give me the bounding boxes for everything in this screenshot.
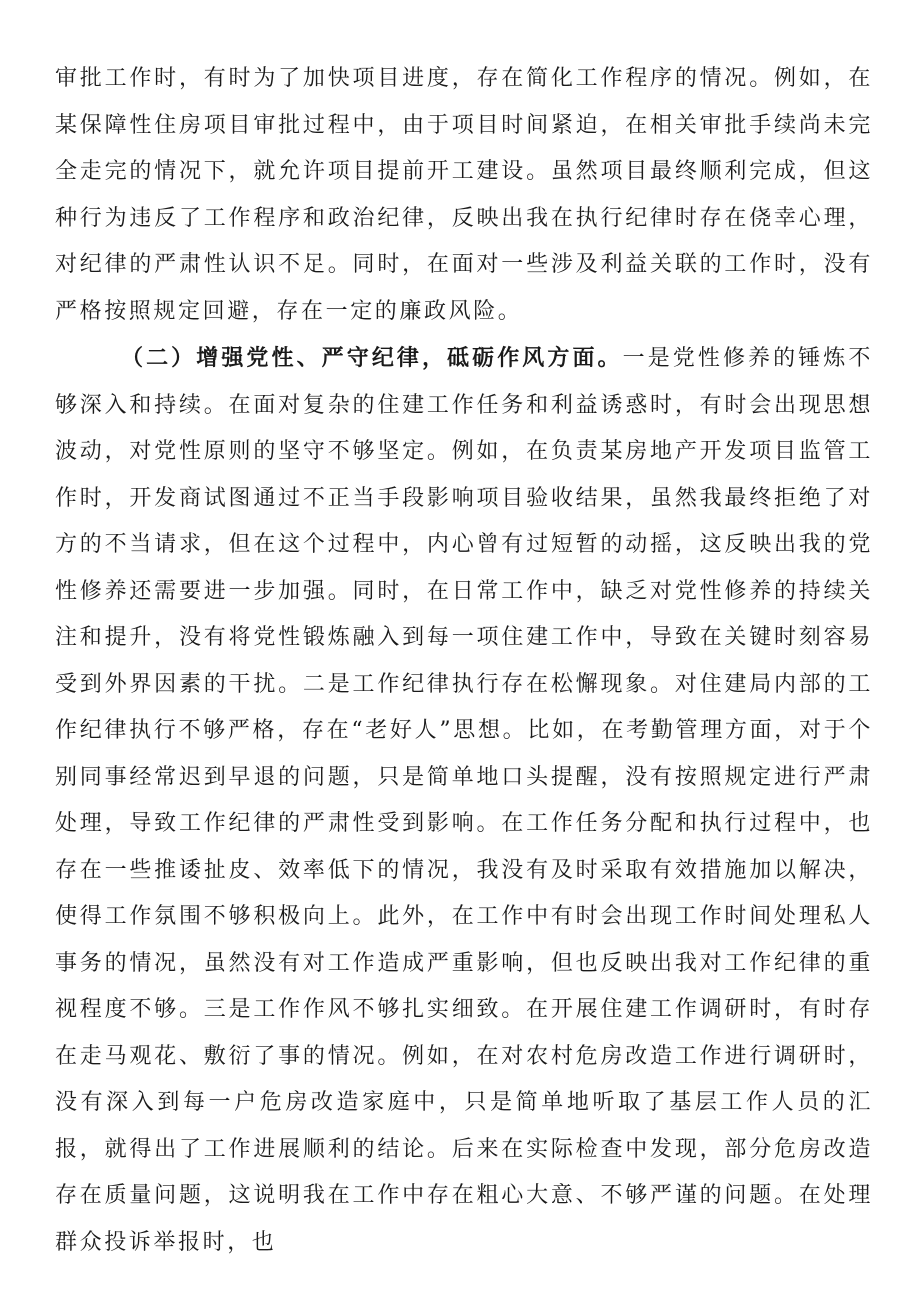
paragraph-continued: 审批工作时，有时为了加快项目进度，存在简化工作程序的情况。例如，在某保障性住房项目审批过程中，由于项目时间紧迫，在相关审批手续尚未完全走完的情况下，就允许项目提前开工建设。虽然项目最终顺利完成，但这种行为违反了工作程序和政治纪律，反映出我在执行纪律时存在侥幸心理，对纪律的严肃性认识不足。同时，在面对一些涉及利益关联的工作时，没有严格按照规定回避，存在一定的廉政风险。 xyxy=(55,66,873,324)
document-page xyxy=(55,56,873,1266)
section-body: 一是党性修养的锤炼不够深入和持续。在面对复杂的住建工作任务和利益诱惑时，有时会出现思想波动，对党性原则的坚守不够坚定。例如，在负责某房地产开发项目监管工作时，开发商试图通过不正当手段影响项目验收结果，虽然我最终拒绝了对方的不当请求，但在这个过程中，内心曾有过短暂的动摇，这反映出我的党性修养还需要进一步加强。同时，在日常工作中，缺乏对党性修养的持续关注和提升，没有将党性锻炼融入到每一项住建工作中，导致在关键时刻容易受到外界因素的干扰。二是工作纪律执行存在松懈现象。对住建局内部的工作纪律执行不够严格，存在“老好人”思想。比如，在考勤管理方面，对于个别同事经常迟到早退的问题，只是简单地口头提醒，没有按照规定进行严肃处理，导致工作纪律的严肃性受到影响。在工作任务分配和执行过程中，也存在一些推诿扯皮、效率低下的情况，我没有及时采取有效措施加以解决，使得工作氛围不够积极向上。此外，在工作中有时会出现工作时间处理私人事务的情况，虽然没有对工作造成严重影响，但也反映出我对工作纪律的重视程度不够。三是工作作风不够扎实细致。在开展住建工作调研时，有时存在走马观花、敷衍了事的情况。例如，在对农村危房改造工作进行调研时，没有深入到每一户危房改造家庭中，只是简单地听取了基层工作人员的汇报，就得出了工作进展顺利的结论。后来在实际检查中发现，部分危房改造存在质量问题，这说明我在工作中存在粗心大意、不够严谨的问题。在处理群众投诉举报时，也 xyxy=(55,346,873,1255)
paragraph-section-two xyxy=(55,335,873,1266)
section-heading: （二）增强党性、严守纪律，砥砺作风方面。 xyxy=(121,345,623,371)
